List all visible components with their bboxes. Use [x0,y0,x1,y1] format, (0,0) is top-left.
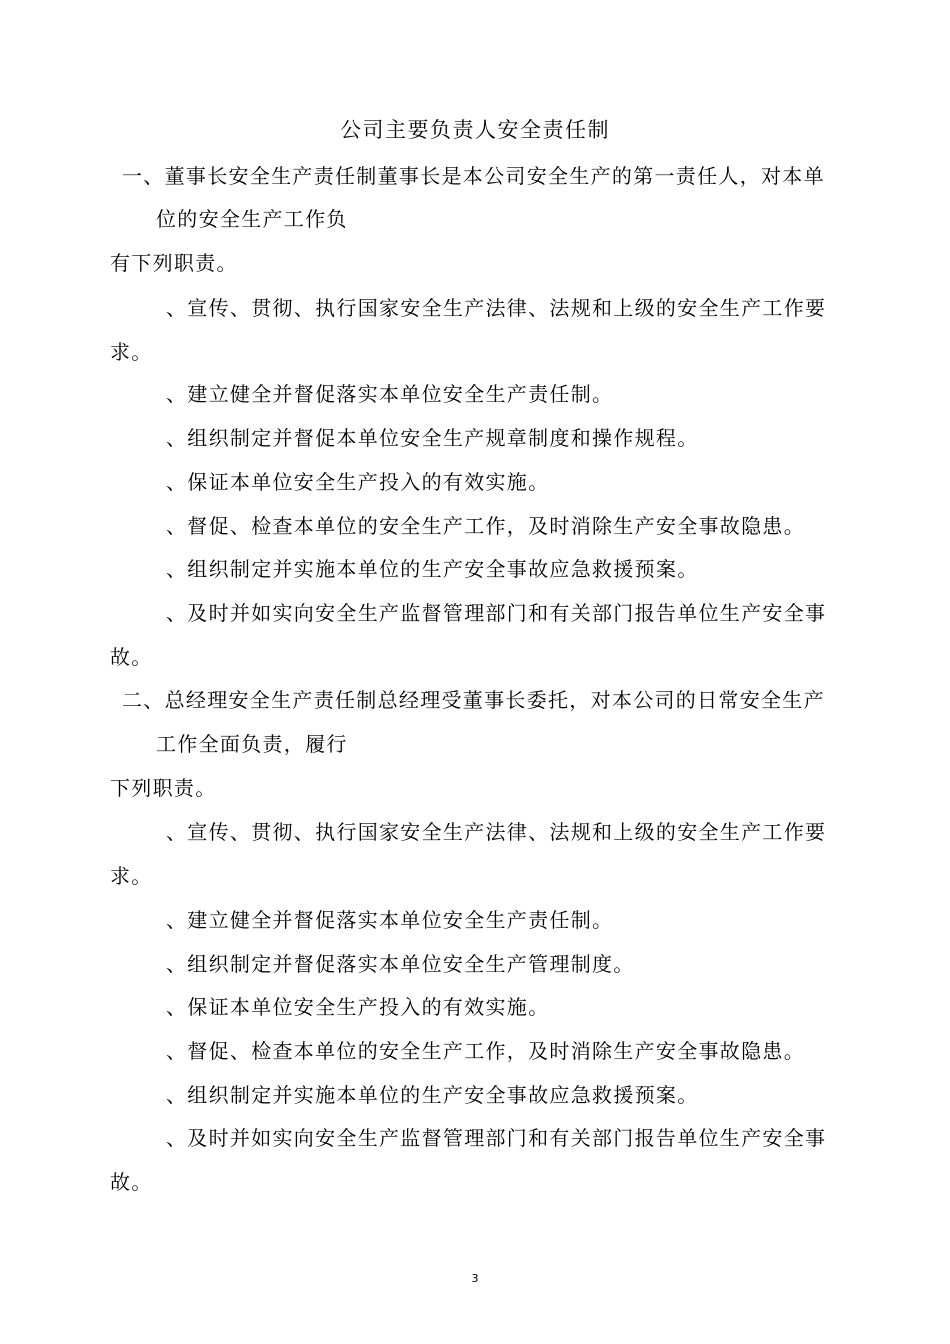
section2-item-7-cont: 故。 [110,1170,153,1194]
section2-item-5: 、督促、检查本单位的安全生产工作，及时消除生产安全事故隐患。 [166,1039,805,1063]
section1-item-4: 、保证本单位安全生产投入的有效实施。 [166,470,550,494]
section1-item-3: 、组织制定并督促本单位安全生产规章制度和操作规程。 [166,426,699,450]
section1-item-1-cont: 求。 [110,340,153,364]
section2-item-4: 、保证本单位安全生产投入的有效实施。 [166,995,550,1019]
section1-item-5: 、督促、检查本单位的安全生产工作，及时消除生产安全事故隐患。 [166,514,805,538]
section2-heading-line2: 工作全面负责，履行 [156,732,348,756]
section2-heading-line3: 下列职责。 [110,776,217,800]
section2-item-1: 、宣传、贯彻、执行国家安全生产法律、法规和上级的安全生产工作要 [166,820,827,844]
section1-heading-line1: 一、董事长安全生产责任制董事长是本公司安全生产的第一责任人，对本单 [122,164,825,188]
page-number: 3 [471,1272,479,1285]
section1-item-7: 、及时并如实向安全生产监督管理部门和有关部门报告单位生产安全事 [166,601,827,625]
section1-item-1: 、宣传、贯彻、执行国家安全生产法律、法规和上级的安全生产工作要 [166,296,827,320]
section1-heading-line3: 有下列职责。 [110,251,238,275]
section2-item-1-cont: 求。 [110,864,153,888]
document-title: 公司主要负责人安全责任制 [340,118,610,142]
section1-item-2: 、建立健全并督促落实本单位安全生产责任制。 [166,382,614,406]
section1-item-6: 、组织制定并实施本单位的生产安全事故应急救援预案。 [166,557,699,581]
section2-item-6: 、组织制定并实施本单位的生产安全事故应急救援预案。 [166,1083,699,1107]
section2-item-7: 、及时并如实向安全生产监督管理部门和有关部门报告单位生产安全事 [166,1126,827,1150]
section1-item-7-cont: 故。 [110,645,153,669]
section2-item-3: 、组织制定并督促落实本单位安全生产管理制度。 [166,952,635,976]
section1-heading-line2: 位的安全生产工作负 [156,207,348,231]
section2-heading-line1: 二、总经理安全生产责任制总经理受董事长委托，对本公司的日常安全生产 [122,688,825,712]
section2-item-2: 、建立健全并督促落实本单位安全生产责任制。 [166,908,614,932]
